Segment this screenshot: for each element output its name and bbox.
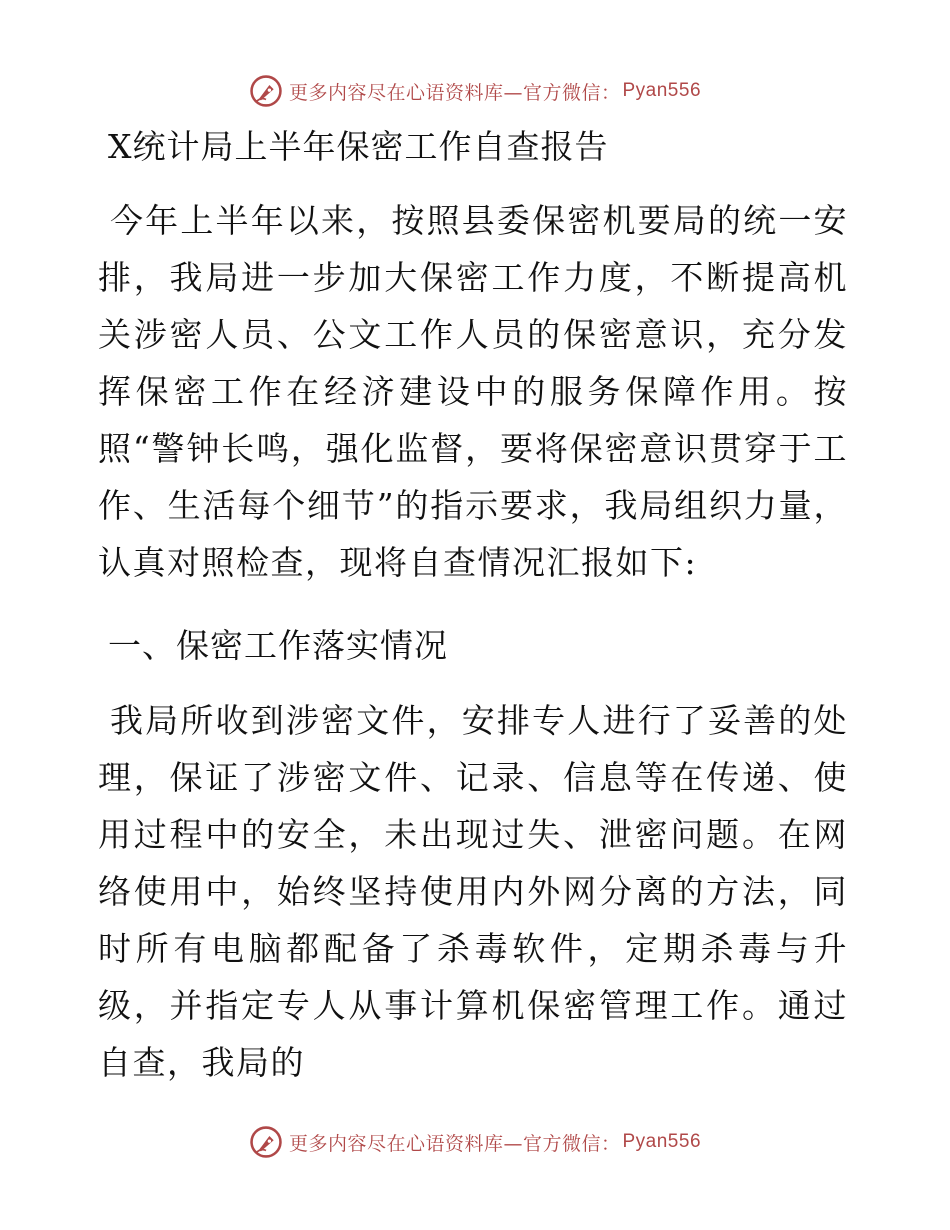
document-title: X统计局上半年保密工作自查报告 <box>108 127 609 166</box>
watermark-footer <box>0 1120 950 1164</box>
watermark-text: 更多内容尽在心语资料库—官方微信： <box>288 81 621 104</box>
watermark-text: 更多内容尽在心语资料库—官方微信： <box>288 1132 621 1155</box>
pen-nib-logo-icon <box>249 1125 283 1159</box>
watermark-header <box>0 69 950 113</box>
watermark-wechat-id: Pyan556 <box>622 1131 702 1152</box>
pen-nib-logo-icon <box>249 74 283 108</box>
watermark-wechat-id: Pyan556 <box>622 80 702 101</box>
paragraph-intro: 今年上半年以来，按照县委保密机要局的统一安排，我局进一步加大保密工作力度，不断提高机关涉密人员、公文工作人员的保密意识，充分发挥保密工作在经济建设中的服务保障作用。按照“警钟长鸣，强化监督，要将保密意识贯穿于工作、生活每个细节”的指示要求，我局组织力量，认真对照检查，现将自查情况汇报如下: <box>98 201 848 582</box>
section-heading-1: 一、保密工作落实情况 <box>108 626 448 665</box>
paragraph-section-1: 我局所收到涉密文件，安排专人进行了妥善的处理，保证了涉密文件、记录、信息等在传递、使用过程中的安全，未出现过失、泄密问题。在网络使用中，始终坚持使用内外网分离的方法，同时所有电脑都配备了杀毒软件，定期杀毒与升级，并指定专人从事计算机保密管理工作。通过自查，我局的 <box>98 701 848 1082</box>
